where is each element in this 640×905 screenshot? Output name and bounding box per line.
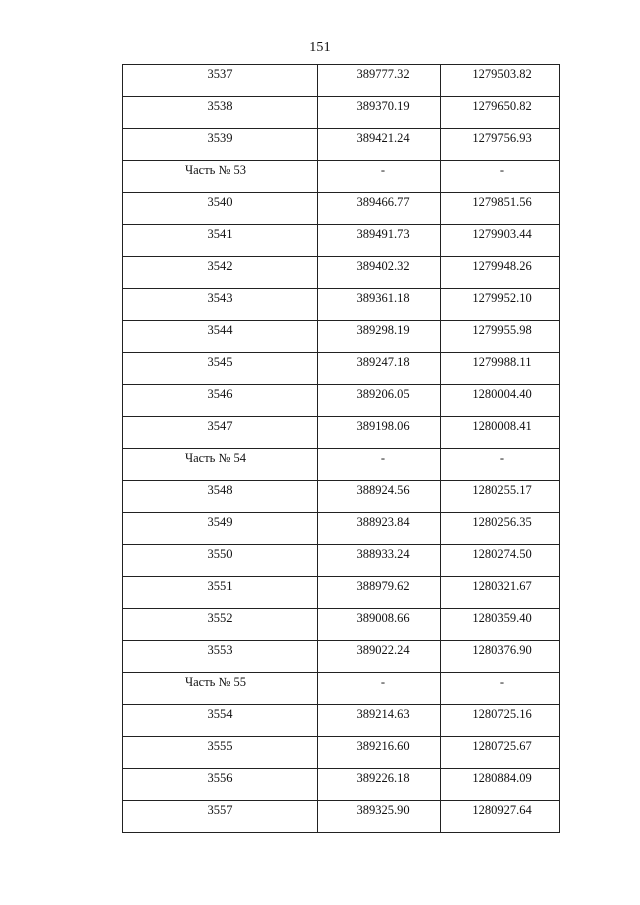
section-label-cell xyxy=(123,449,318,481)
point-number-cell xyxy=(123,641,318,673)
y-coordinate-cell xyxy=(441,641,560,673)
point-number: 3541 xyxy=(207,227,233,241)
y-coordinate-cell xyxy=(441,353,560,385)
x-coordinate-cell xyxy=(318,449,441,481)
x-coordinate: 389226.18 xyxy=(356,771,410,785)
table-row xyxy=(123,737,560,769)
x-coordinate-cell xyxy=(318,193,441,225)
x-coordinate-cell xyxy=(318,737,441,769)
table-row xyxy=(123,97,560,129)
x-coordinate: 389216.60 xyxy=(356,739,410,753)
section-label: Часть № 53 xyxy=(185,163,247,177)
section-row xyxy=(123,161,560,193)
x-coordinate-cell xyxy=(318,417,441,449)
point-number-cell xyxy=(123,129,318,161)
point-number: 3550 xyxy=(207,547,233,561)
y-coordinate-cell xyxy=(441,129,560,161)
point-number: 3537 xyxy=(207,67,233,81)
x-coordinate-cell xyxy=(318,577,441,609)
table-row xyxy=(123,353,560,385)
x-coordinate: 388924.56 xyxy=(356,483,410,497)
x-coordinate-cell xyxy=(318,609,441,641)
point-number-cell xyxy=(123,257,318,289)
table-row xyxy=(123,65,560,97)
x-coordinate-cell xyxy=(318,545,441,577)
y-coordinate: 1279948.26 xyxy=(472,259,532,273)
point-number-cell xyxy=(123,609,318,641)
x-coordinate-cell xyxy=(318,705,441,737)
y-coordinate: - xyxy=(499,675,505,689)
y-coordinate: 1279988.11 xyxy=(472,355,532,369)
point-number: 3549 xyxy=(207,515,233,529)
x-coordinate: 389361.18 xyxy=(356,291,410,305)
point-number: 3547 xyxy=(207,419,233,433)
x-coordinate: 389491.73 xyxy=(356,227,410,241)
section-label-cell xyxy=(123,673,318,705)
y-coordinate-cell xyxy=(441,577,560,609)
y-coordinate: 1280359.40 xyxy=(472,611,532,625)
y-coordinate: 1279756.93 xyxy=(472,131,532,145)
point-number: 3546 xyxy=(207,387,233,401)
point-number-cell xyxy=(123,321,318,353)
y-coordinate: 1280884.09 xyxy=(472,771,532,785)
x-coordinate: - xyxy=(380,451,386,465)
table-row xyxy=(123,609,560,641)
table-row xyxy=(123,705,560,737)
point-number-cell xyxy=(123,545,318,577)
y-coordinate-cell xyxy=(441,385,560,417)
y-coordinate: 1280927.64 xyxy=(472,803,532,817)
x-coordinate-cell xyxy=(318,481,441,513)
point-number: 3556 xyxy=(207,771,233,785)
point-number-cell xyxy=(123,385,318,417)
x-coordinate-cell xyxy=(318,353,441,385)
y-coordinate-cell xyxy=(441,65,560,97)
y-coordinate: 1279903.44 xyxy=(472,227,532,241)
x-coordinate-cell xyxy=(318,513,441,545)
y-coordinate-cell xyxy=(441,801,560,833)
section-label: Часть № 55 xyxy=(185,675,247,689)
x-coordinate: 389777.32 xyxy=(356,67,410,81)
x-coordinate: 389370.19 xyxy=(356,99,410,113)
y-coordinate: 1280321.67 xyxy=(472,579,532,593)
y-coordinate: - xyxy=(499,451,505,465)
x-coordinate: 389247.18 xyxy=(356,355,410,369)
point-number: 3557 xyxy=(207,803,233,817)
point-number-cell xyxy=(123,97,318,129)
table-row xyxy=(123,289,560,321)
x-coordinate: 389206.05 xyxy=(356,387,410,401)
x-coordinate: 388923.84 xyxy=(356,515,410,529)
x-coordinate-cell xyxy=(318,225,441,257)
x-coordinate-cell xyxy=(318,321,441,353)
x-coordinate-cell xyxy=(318,641,441,673)
point-number-cell xyxy=(123,705,318,737)
point-number-cell xyxy=(123,737,318,769)
x-coordinate: - xyxy=(380,675,386,689)
point-number: 3553 xyxy=(207,643,233,657)
table-row xyxy=(123,385,560,417)
table-row xyxy=(123,193,560,225)
y-coordinate-cell xyxy=(441,97,560,129)
x-coordinate-cell xyxy=(318,801,441,833)
point-number: 3538 xyxy=(207,99,233,113)
point-number-cell xyxy=(123,65,318,97)
y-coordinate-cell xyxy=(441,257,560,289)
y-coordinate: - xyxy=(499,163,505,177)
x-coordinate: 388979.62 xyxy=(356,579,410,593)
point-number: 3554 xyxy=(207,707,233,721)
point-number: 3543 xyxy=(207,291,233,305)
x-coordinate-cell xyxy=(318,161,441,193)
point-number: 3552 xyxy=(207,611,233,625)
y-coordinate: 1279851.56 xyxy=(472,195,532,209)
y-coordinate-cell xyxy=(441,673,560,705)
point-number-cell xyxy=(123,577,318,609)
x-coordinate-cell xyxy=(318,289,441,321)
section-row xyxy=(123,673,560,705)
y-coordinate: 1279955.98 xyxy=(472,323,532,337)
point-number: 3542 xyxy=(207,259,233,273)
point-number: 3548 xyxy=(207,483,233,497)
point-number-cell xyxy=(123,801,318,833)
table-row xyxy=(123,577,560,609)
y-coordinate: 1280008.41 xyxy=(472,419,532,433)
y-coordinate: 1280725.67 xyxy=(472,739,532,753)
page-number: 151 xyxy=(309,40,331,55)
point-number-cell xyxy=(123,769,318,801)
point-number: 3551 xyxy=(207,579,233,593)
coordinates-table xyxy=(122,64,560,833)
table-row xyxy=(123,545,560,577)
point-number: 3540 xyxy=(207,195,233,209)
y-coordinate-cell xyxy=(441,161,560,193)
x-coordinate-cell xyxy=(318,257,441,289)
y-coordinate: 1280274.50 xyxy=(472,547,532,561)
x-coordinate: 388933.24 xyxy=(356,547,410,561)
y-coordinate: 1280256.35 xyxy=(472,515,532,529)
x-coordinate-cell xyxy=(318,673,441,705)
x-coordinate-cell xyxy=(318,769,441,801)
x-coordinate-cell xyxy=(318,129,441,161)
y-coordinate-cell xyxy=(441,225,560,257)
x-coordinate: 389466.77 xyxy=(356,195,410,209)
x-coordinate: 389214.63 xyxy=(356,707,410,721)
y-coordinate-cell xyxy=(441,513,560,545)
y-coordinate: 1279650.82 xyxy=(472,99,532,113)
x-coordinate: 389325.90 xyxy=(356,803,410,817)
x-coordinate: 389022.24 xyxy=(356,643,410,657)
y-coordinate: 1280255.17 xyxy=(472,483,532,497)
x-coordinate-cell xyxy=(318,97,441,129)
point-number-cell xyxy=(123,353,318,385)
point-number: 3544 xyxy=(207,323,233,337)
x-coordinate: 389198.06 xyxy=(356,419,410,433)
x-coordinate-cell xyxy=(318,385,441,417)
table-row xyxy=(123,481,560,513)
y-coordinate: 1280376.90 xyxy=(472,643,532,657)
table-row xyxy=(123,769,560,801)
y-coordinate: 1279952.10 xyxy=(472,291,532,305)
table-row xyxy=(123,257,560,289)
point-number-cell xyxy=(123,193,318,225)
section-label-cell xyxy=(123,161,318,193)
table-row xyxy=(123,225,560,257)
section-row xyxy=(123,449,560,481)
table-row xyxy=(123,129,560,161)
y-coordinate-cell xyxy=(441,769,560,801)
y-coordinate-cell xyxy=(441,289,560,321)
point-number-cell xyxy=(123,417,318,449)
y-coordinate-cell xyxy=(441,705,560,737)
y-coordinate-cell xyxy=(441,481,560,513)
y-coordinate-cell xyxy=(441,193,560,225)
table-row xyxy=(123,513,560,545)
point-number-cell xyxy=(123,481,318,513)
x-coordinate: 389008.66 xyxy=(356,611,410,625)
coordinates-table-body xyxy=(123,65,560,833)
section-label: Часть № 54 xyxy=(185,451,247,465)
y-coordinate-cell xyxy=(441,449,560,481)
y-coordinate: 1280004.40 xyxy=(472,387,532,401)
x-coordinate: 389402.32 xyxy=(356,259,410,273)
point-number-cell xyxy=(123,513,318,545)
y-coordinate-cell xyxy=(441,609,560,641)
table-row xyxy=(123,801,560,833)
x-coordinate: 389298.19 xyxy=(356,323,410,337)
table-row xyxy=(123,417,560,449)
x-coordinate: 389421.24 xyxy=(356,131,410,145)
point-number: 3555 xyxy=(207,739,233,753)
point-number-cell xyxy=(123,225,318,257)
point-number: 3545 xyxy=(207,355,233,369)
y-coordinate-cell xyxy=(441,545,560,577)
y-coordinate: 1280725.16 xyxy=(472,707,532,721)
x-coordinate: - xyxy=(380,163,386,177)
y-coordinate-cell xyxy=(441,417,560,449)
y-coordinate-cell xyxy=(441,321,560,353)
y-coordinate-cell xyxy=(441,737,560,769)
y-coordinate: 1279503.82 xyxy=(472,67,532,81)
table-row xyxy=(123,321,560,353)
point-number-cell xyxy=(123,289,318,321)
x-coordinate-cell xyxy=(318,65,441,97)
point-number: 3539 xyxy=(207,131,233,145)
table-row xyxy=(123,641,560,673)
